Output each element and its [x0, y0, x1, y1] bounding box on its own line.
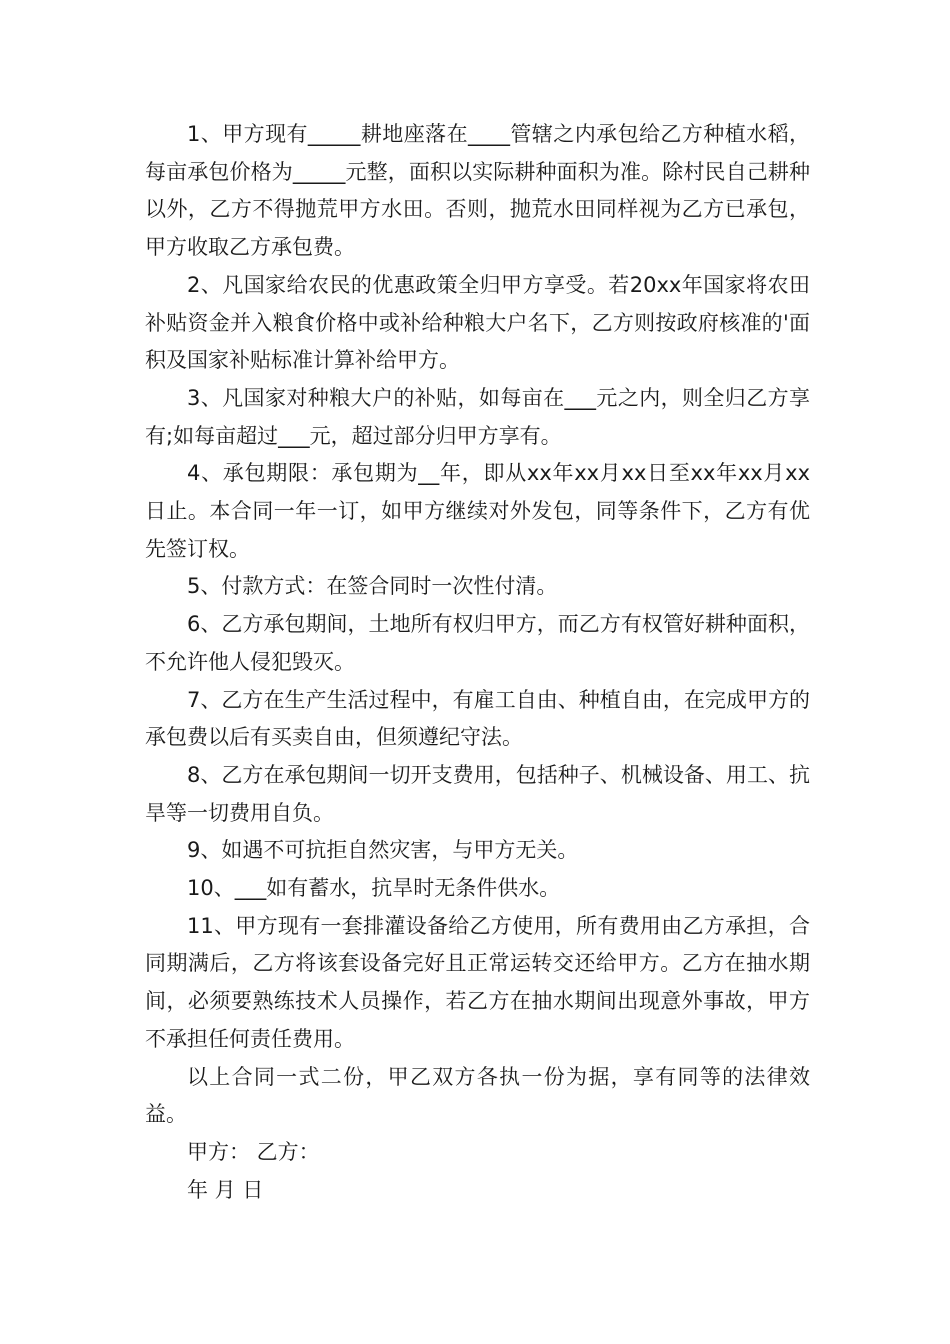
- clause-6: 6、乙方承包期间，土地所有权归甲方，而乙方有权管好耕种面积，不允许他人侵犯毁灭。: [145, 612, 810, 674]
- date-line: 年 月 日: [187, 1177, 264, 1202]
- clause-9: 9、如遇不可抗拒自然灾害，与甲方无关。: [187, 838, 579, 863]
- clause-1: 1、甲方现有_____耕地座落在____管辖之内承包给乙方种植水稻，每亩承包价格为_____元整，面积以实际耕种面积为准。除村民自己耕种以外，乙方不得抛荒甲方水田。否则，抛荒水田同样视为乙方已承包，甲方收取乙方承包费。: [145, 122, 810, 260]
- clause-5: 5、付款方式：在签合同时一次性付清。: [187, 574, 558, 599]
- clause-11: 11、甲方现有一套排灌设备给乙方使用，所有费用由乙方承担，合同期满后，乙方将该套设备完好且正常运转交还给甲方。乙方在抽水期间，必须要熟练技术人员操作，若乙方在抽水期间出现意外事故，甲方不承担任何责任费用。: [145, 913, 810, 1051]
- clause-7: 7、乙方在生产生活过程中，有雇工自由、种植自由，在完成甲方的承包费以后有买卖自由，但须遵纪守法。: [145, 687, 810, 750]
- clause-2: 2、凡国家给农民的优惠政策全归甲方享受。若20xx年国家将农田补贴资金并入粮食价格中或补给种粮大户名下，乙方则按政府核准的'面积及国家补贴标准计算补给甲方。: [145, 272, 810, 373]
- clause-10: 10、___如有蓄水，抗旱时无条件供水。: [187, 876, 561, 901]
- clause-4: 4、承包期限：承包期为__年，即从xx年xx月xx日至xx年xx月xx日止。本合同一年一订，如甲方继续对外发包，同等条件下，乙方有优先签订权。: [145, 461, 810, 561]
- signature-line: 甲方： 乙方：: [187, 1139, 320, 1164]
- contract-body: [145, 116, 810, 1209]
- clause-3: 3、凡国家对种粮大户的补贴，如每亩在___元之内，则全归乙方享有;如每亩超过___元，超过部分归甲方享有。: [145, 385, 810, 448]
- closing-statement: 以上合同一式二份，甲乙双方各执一份为据，享有同等的法律效益。: [145, 1064, 810, 1127]
- clause-8: 8、乙方在承包期间一切开支费用，包括种子、机械设备、用工、抗旱等一切费用自负。: [145, 762, 810, 825]
